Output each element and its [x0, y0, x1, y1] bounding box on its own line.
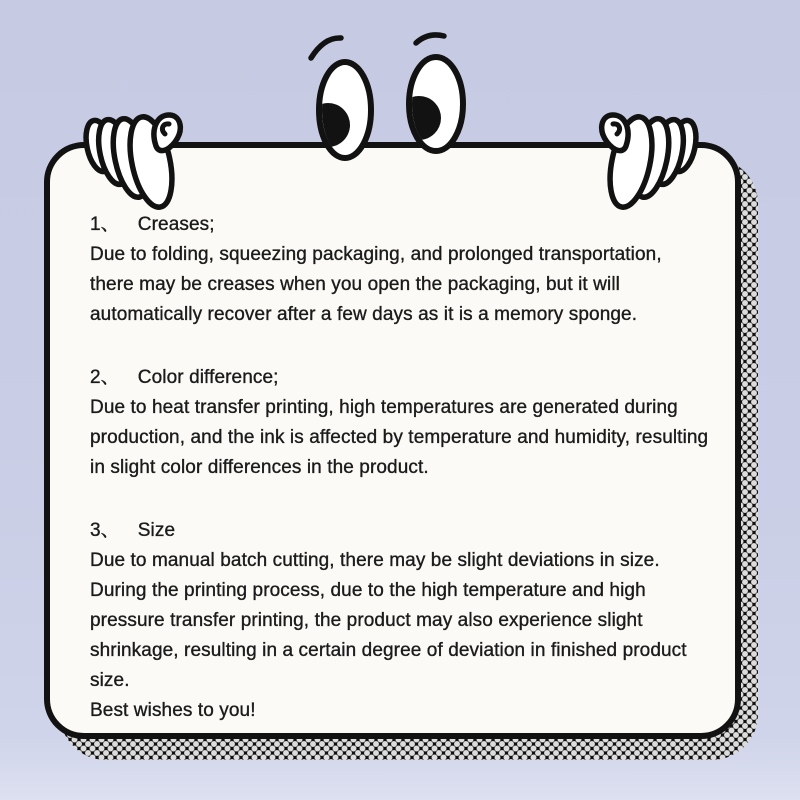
left-hand-icon: [76, 102, 184, 220]
section-title: Color difference;: [137, 367, 279, 388]
notice-board: [44, 142, 741, 739]
right-pupil-icon: [397, 96, 441, 140]
section-body: Due to heat transfer printing, high temperatures are generated during production, and the ink is affected by temperature and humidity, resulting in slight color differences in the product.: [90, 397, 709, 478]
right-eye-icon: [397, 57, 463, 151]
section-body: Due to folding, squeezing packaging, and prolonged transportation, there may be creases when you open the packaging, but it will automatically recover after a few days as it is a memory sponge.: [90, 244, 662, 325]
right-hand-icon: [598, 102, 706, 220]
closing-wishes: Best wishes to you!: [90, 700, 256, 721]
section-title: Size: [137, 520, 176, 541]
right-eyebrow-icon: [416, 35, 444, 43]
section-number: 1、: [90, 214, 120, 235]
section-heading: [90, 516, 710, 546]
section-number: 2、: [90, 367, 120, 388]
googly-eyes-icon: [295, 28, 480, 163]
left-eyebrow-icon: [311, 38, 341, 58]
section-heading: [90, 363, 710, 393]
section-title: Creases;: [137, 214, 215, 235]
section-number: 3、: [90, 520, 120, 541]
notice-section-creases: [90, 210, 710, 330]
notice-section-size: [90, 516, 710, 726]
left-eye-icon: [306, 62, 371, 158]
notice-section-color-difference: [90, 363, 710, 483]
section-body: Due to manual batch cutting, there may be slight deviations in size. During the printing process, due to the high temperature and high pressure transfer printing, the product may also experience slight shrinkage, resulting in a certain degree of deviation in finished product size.: [90, 550, 687, 691]
notice-text: [90, 210, 710, 726]
